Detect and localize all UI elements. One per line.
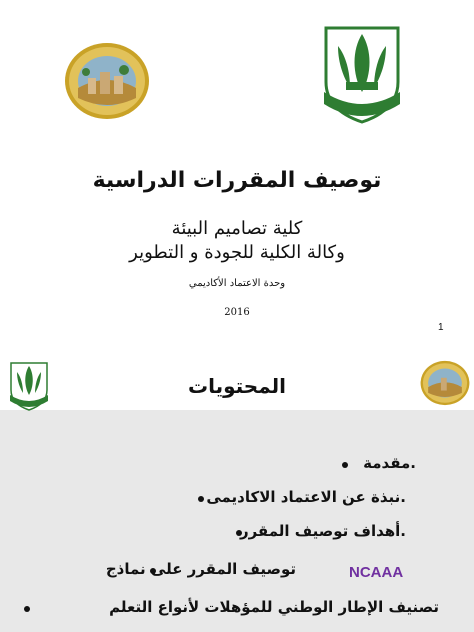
environmental-design-emblem-icon — [64, 42, 150, 120]
king-abdulaziz-university-logo-icon — [316, 22, 408, 126]
ncaaa-label: NCAAA — [349, 564, 404, 581]
unit-name: وحدة الاعتماد الأكاديمي — [188, 278, 286, 289]
contents-item: تصنيف الإطار الوطني للمؤهلات لأنواع التعلم — [109, 598, 439, 616]
contents-item: .أهداف توصيف المقرر — [239, 522, 406, 540]
contents-item: .نبذة عن الاعتماد الاكاديمى — [206, 488, 406, 506]
slide-2 — [0, 346, 474, 632]
page-number: 1 — [438, 322, 444, 333]
year-label: 2016 — [224, 307, 250, 318]
bullet-dot — [198, 496, 204, 502]
contents-item: توصيف المقرر على نماذج — [105, 560, 296, 578]
agency-name: وكالة الكلية للجودة و التطوير — [129, 242, 345, 263]
bullet-dot — [24, 606, 30, 612]
slide-title: توصيف المقررات الدراسية — [92, 168, 382, 193]
bullet-dot — [342, 462, 348, 468]
contents-item: .مقدمة — [363, 454, 416, 472]
contents-title: المحتويات — [187, 374, 286, 398]
college-name: كلية تصاميم البيئة — [171, 218, 303, 239]
